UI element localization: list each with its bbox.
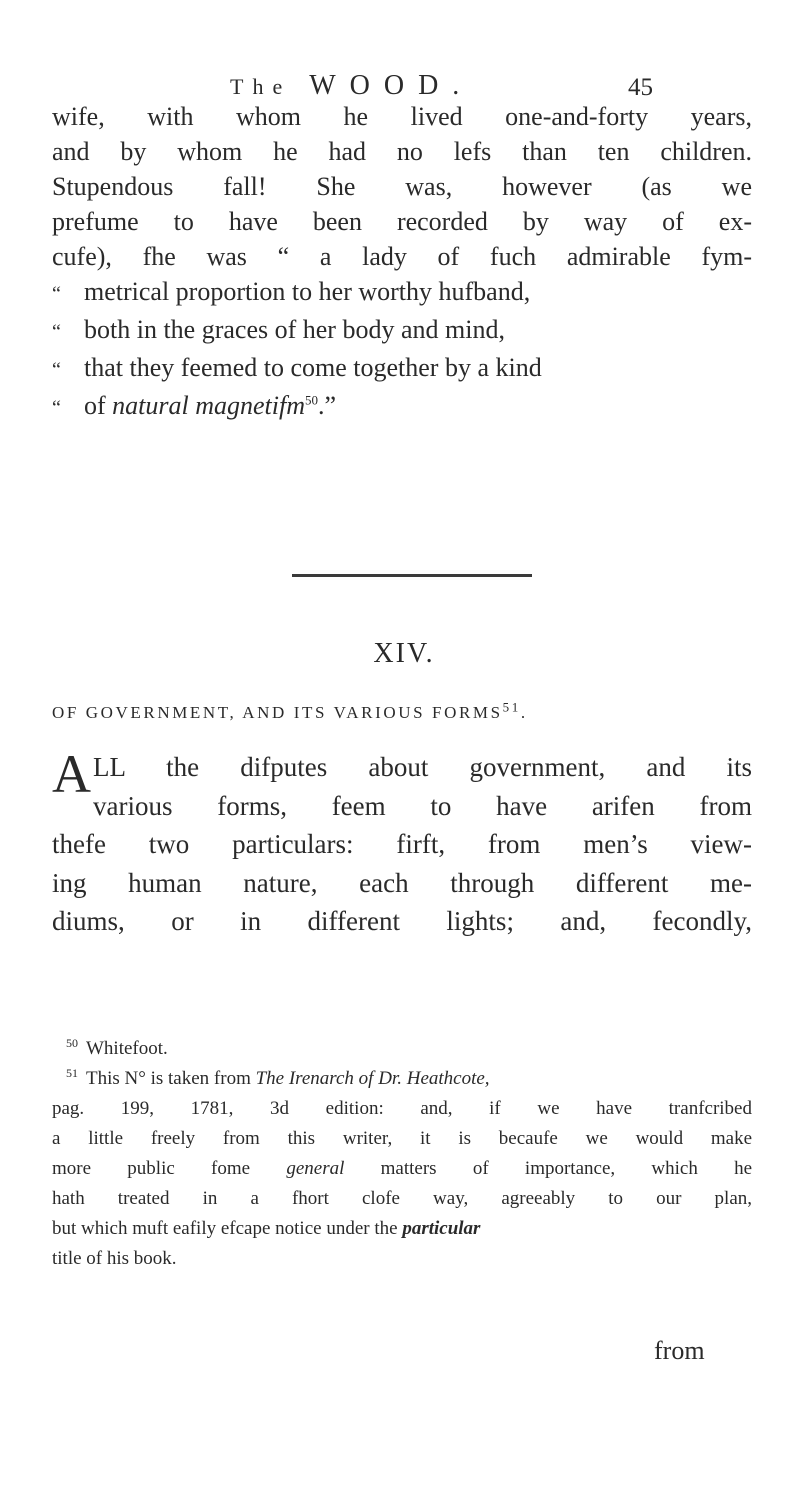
chapter-title-end: .	[520, 703, 528, 722]
footnote-italic: general	[286, 1158, 345, 1179]
chapter-paragraph	[52, 744, 752, 941]
footnote-ref: 50	[305, 392, 319, 408]
footnote-italic: particular	[402, 1218, 481, 1239]
quoted-line-last	[52, 388, 752, 426]
footnote-line: a little freely from this writer, it is becaufe we would make	[52, 1128, 752, 1149]
text-line: various forms, feem to have arifen from	[93, 790, 752, 821]
quoted-line	[52, 350, 752, 388]
footnote-text: but which muft eafily efcape notice under the	[52, 1218, 398, 1239]
chapter-title-text: OF GOVERNMENT, AND ITS VARIOUS FORMS	[52, 703, 503, 722]
quote-mark: “	[52, 359, 61, 381]
quote-mark: “	[52, 397, 61, 419]
footnote-ref: 51	[502, 699, 521, 715]
text-line: prefume to have been recorded by way of ex-	[52, 207, 752, 236]
quoted-line	[52, 274, 752, 312]
quote-close: .”	[318, 391, 337, 420]
footnote-line: pag. 199, 1781, 3d edition: and, if we have tranfcribed	[52, 1098, 752, 1119]
text-line: thefe two particulars: firft, from men’s view-	[52, 829, 752, 859]
footnote-text: more public fome	[52, 1158, 251, 1179]
chapter-title	[52, 699, 752, 723]
footnote-italic: The Irenarch of Dr. Heathcote,	[255, 1068, 490, 1089]
text-line: wife, with whom he lived one-and-forty years,	[52, 102, 752, 131]
text-line: LL the difputes about government, and its	[93, 752, 752, 782]
footnotes	[52, 1034, 752, 1274]
text-line: ing human nature, each through different me-	[52, 867, 752, 898]
italic-phrase: natural magnetifm	[112, 391, 306, 420]
page-number: 45	[628, 74, 653, 101]
paragraph-continued	[52, 99, 752, 426]
section-divider	[292, 574, 532, 577]
quoted-text: that they feemed to come together by a kind	[84, 353, 542, 382]
quoted-prefix: of	[84, 391, 106, 420]
text-line: cufe), fhe was “ a lady of fuch admirable fym-	[52, 242, 752, 271]
footnote-line	[52, 1214, 752, 1244]
text-line: diums, or in different lights; and, fecondly,	[52, 906, 752, 936]
footnote-number: 50	[66, 1035, 78, 1050]
chapter-number: XIV.	[373, 638, 435, 669]
footnote-51	[52, 1064, 752, 1094]
text-line: Stupendous fall! She was, however (as we	[52, 172, 752, 201]
quote-mark: “	[52, 283, 61, 305]
footnote-line: hath treated in a fhort clofe way, agreeably to our plan,	[52, 1188, 752, 1209]
footnote-line: title of his book.	[52, 1248, 177, 1269]
footnote-number: 51	[66, 1065, 78, 1080]
footnote-text: This N° is taken from	[86, 1068, 251, 1089]
text-line: and by whom he had no lefs than ten children.	[52, 137, 752, 166]
footnote-text: matters of importance, which he	[380, 1158, 753, 1179]
quoted-line	[52, 312, 752, 350]
quote-mark: “	[52, 321, 61, 343]
quoted-text: both in the graces of her body and mind,	[84, 315, 505, 344]
footnote-text: Whitefoot.	[86, 1038, 168, 1059]
footnote-50	[52, 1034, 752, 1064]
header-the: The	[230, 74, 292, 99]
header-wood: WOOD.	[309, 70, 474, 101]
header-title	[230, 70, 473, 102]
catchword: from	[654, 1336, 705, 1365]
quoted-text: metrical proportion to her worthy hufband,	[84, 277, 531, 306]
footnote-line	[52, 1154, 752, 1184]
drop-cap: A	[52, 744, 91, 804]
